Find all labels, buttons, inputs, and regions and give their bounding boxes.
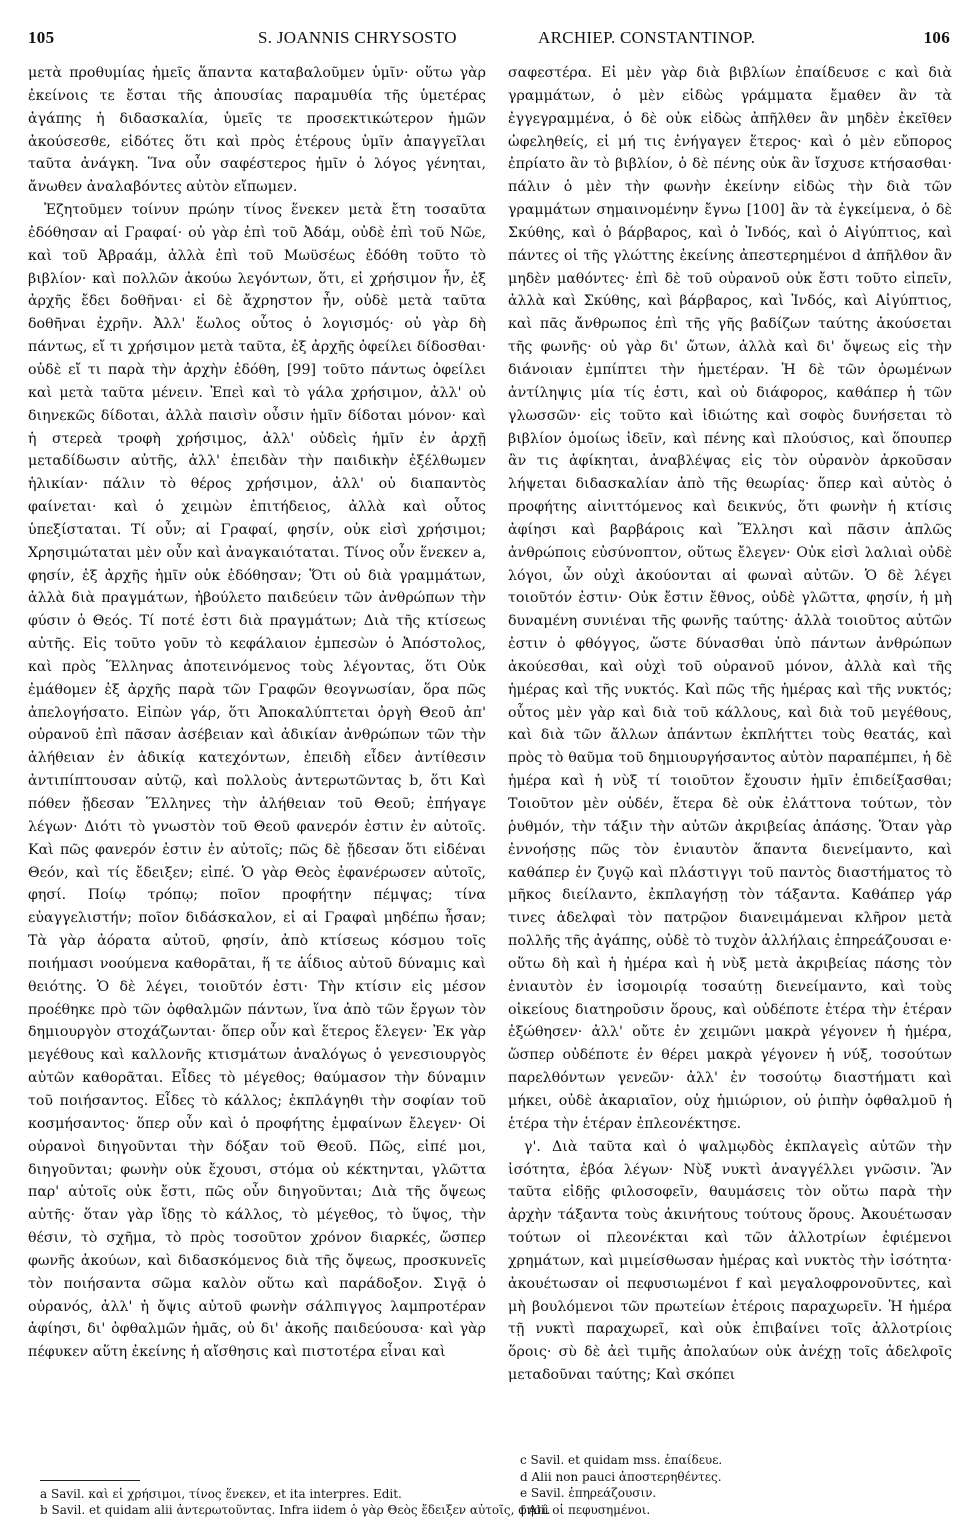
right-column [508,62,952,1502]
page-header [28,28,950,54]
footnotes-left [40,1486,551,1518]
footnote-f: f Alii οἱ πεφυσημένοι. [520,1502,651,1517]
right-paragraph-1: σαφεστέρα. Εἰ μὲν γὰρ διὰ βιβλίων ἐπαίδευσε c καὶ διὰ γραμμάτων, ὁ μὲν εἰδὼς γράμματα ἔμαθεν ἂν τὰ ἐγγεγραμμένα, ὁ δὲ οὐκ εἰδὼς ἀπῆλθεν ἂν μηδὲν ἐκεῖθεν ὠφεληθείς, εἰ μή τις ἐνήγαγεν ἕτερος· καὶ ὁ μὲν εὔπορος ἐπρίατο ἂν τὸ βιβλίον, ὁ δὲ πένης οὐκ ἂν ἴσχυσε κτήσασθαι· πάλιν ὁ μὲν τὴν φωνὴν ἐκείνην εἰδὼς τὴν διὰ τῶν γραμμάτων σημαινομένην ἔγνω [100] ἂν τὰ ἐγκείμενα, ὁ δὲ Σκύθης, καὶ ὁ βάρβαρος, καὶ ὁ Ἰνδός, καὶ ὁ Αἰγύπτιος, καὶ πάντες οἱ τῆς γλώττης ἐκείνης ἀπεστερημένοι d ἀπῆλθον ἂν μηδὲν μαθόντες· ἐπὶ δὲ τοῦ οὐρανοῦ οὐκ ἔστι τοῦτο εἰπεῖν, ἀλλὰ καὶ Σκύθης, καὶ βάρβαρος, καὶ Ἰνδός, καὶ Αἰγύπτιος, καὶ πᾶς ἄνθρωπος ἐπὶ τῆς γῆς βαδίζων ταύτης ἀκούσεται τῆς φωνῆς· οὐ γὰρ δι' ὤτων, ἀλλὰ καὶ δι' ὄψεως εἰς τὴν διάνοιαν ἐμπίπτει τὴν ἡμετέραν. Ἡ δὲ τῶν ὁρωμένων ἀντίληψις μία τίς ἐστι, καὶ οὐ διάφορος, καθάπερ ἡ τῶν γλωσσῶν· εἰς τοῦτο καὶ ἰδιώτης καὶ σοφὸς δυνήσεται τὸ βιβλίον ὁμοίως ἰδεῖν, καὶ πένης καὶ πλούσιος, καὶ ὅπουπερ ἂν τις ἀφίκηται, ἀναβλέψας εἰς τὸν οὐρανὸν ἀρκοῦσαν λήψεται διδασκαλίαν ἀπὸ τῆς θεωρίας· ὅπερ καὶ αὐτὸς ὁ προφήτης αἰνιττόμενος καὶ δεικνύς, ὅτι φωνὴν ἡ κτίσις ἀφίησι καὶ βαρβάροις καὶ Ἕλλησι καὶ πᾶσιν ἁπλῶς ἀνθρώποις εὐσύνοπτον, οὕτως ἔλεγεν· Οὐκ εἰσὶ λαλιαὶ οὐδὲ λόγοι, ὧν οὐχὶ ἀκούονται αἱ φωναὶ αὐτῶν. Ὁ δὲ λέγει τοιοῦτόν ἐστιν· Οὐκ ἔστιν ἔθνος, οὐδὲ γλῶττα, φησίν, ἡ μὴ δυναμένη συνιέναι τῆς φωνῆς ταύτης· ἀλλὰ τοιοῦτος αὐτῶν ἐστιν ὁ φθόγγος, ὥστε δύνασθαι ὑπὸ πάντων ἀνθρώπων ἀκούεσθαι, καὶ οὐχὶ τοῦ οὐρανοῦ μόνον, ἀλλὰ καὶ τῆς ἡμέρας καὶ τῆς νυκτός. Καὶ πῶς τῆς ἡμέρας καὶ τῆς νυκτός; οὗτος μὲν γὰρ καὶ διὰ τοῦ κάλλους, καὶ διὰ τοῦ μεγέθους, καὶ διὰ τῶν ἄλλων ἁπάντων ἐκπλήττει τοὺς θεατάς, καὶ πρὸς τὸ θαῦμα τοῦ δημιουργήσαντος αὐτὸν παραπέμπει, ἡ δὲ ἡμέρα καὶ ἡ νὺξ τί τοιοῦτον ἔχουσιν ἡμῖν ἐπιδείξασθαι; Τοιοῦτον μὲν οὐδέν, ἕτερα δὲ οὐκ ἐλάττονα τούτων, τὸν ῥυθμόν, τὴν τάξιν τὴν αὐτῶν ἀκριβείας ἁπάσης. Ὅταν γὰρ ἐννοήσῃς πῶς τὸν ἐνιαυτὸν ἅπαντα διενείμαντο, καὶ καθάπερ ἐν ζυγῷ καὶ πλάστιγγι τοῦ παντὸς διαστήματος τὸ μῆκος διείλαντο, ἐκπλαγήσῃ τὸν τάξαντα. Καθάπερ γάρ τινες ἀδελφαὶ τὸν πατρῷον διανειμάμεναι κλῆρον μετὰ πολλῆς τῆς ἀγάπης, οὐδὲ τὸ τυχὸν ἀλλήλαις ἐπηρεάζουσαι e· οὕτω δὴ καὶ ἡ ἡμέρα καὶ ἡ νὺξ μετὰ ἀκριβείας πάσης τὸν ἐνιαυτὸν ἐν ἰσομοιρίᾳ τοσαύτῃ διενείμαντο, καὶ τοὺς οἰκείους διατηροῦσιν ὅρους, καὶ οὐδέποτε ἑτέρα τὴν ἑτέραν ἐξώθησεν· ἀλλ' οὔτε ἐν χειμῶνι μακρὰ γέγονεν ἡ ἡμέρα, ὥσπερ οὐδέποτε ἐν θέρει μακρὰ γέγονεν ἡ νύξ, τοσούτων παρελθόντων γενεῶν· ἀλλ' ἐν τοσούτῳ διαστήματι καὶ μήκει, οὐδὲ ἀκαριαῖον, οὐχ ἡμιώριον, οὐ ῥιπὴν ὀφθαλμοῦ ἡ ἑτέρα τὴν ἑτέραν ἐπλεονέκτησε. [508,65,952,1132]
footnote-e: e Savil. ἐπηρεάζουσιν. [520,1486,657,1500]
left-paragraph-2: Ἐζητοῦμεν τοίνυν πρώην τίνος ἕνεκεν μετὰ ἔτη τοσαῦτα ἐδόθησαν αἱ Γραφαί· οὐ γὰρ ἐπὶ τοῦ Ἀδάμ, οὐδὲ ἐπὶ τοῦ Νῶε, καὶ τοῦ Ἀβραάμ, ἀλλὰ ἐπὶ τοῦ Μωϋσέως ἐδόθη τοῦτο τὸ βιβλίον· καὶ πολλῶν ἀκούω λεγόντων, ὅτι, εἰ χρήσιμον ἦν, ἐξ ἀρχῆς ἔδει δοθῆναι· εἰ δὲ ἄχρηστον ἦν, οὐδὲ μετὰ ταῦτα δοθῆναι ἐχρῆν. Ἀλλ' ἕωλος οὗτος ὁ λογισμός· οὐ γὰρ δὴ πάντως, εἴ τι χρήσιμον μετὰ ταῦτα, ἐξ ἀρχῆς ὀφείλει δίδοσθαι· οὐδὲ εἴ τι παρὰ τὴν ἀρχὴν ἐδόθη, [99] τοῦτο πάντως ὀφείλει καὶ μετὰ ταῦτα μένειν. Ἐπεὶ καὶ τὸ γάλα χρήσιμον, ἀλλ' οὐ διηνεκῶς δίδοται, ἀλλὰ παισὶν οὖσιν ἡμῖν δίδοται μόνον· καὶ ἡ στερεὰ τροφὴ χρήσιμος, ἀλλ' οὐδεὶς ἡμῖν ἐν ἀρχῇ μεταδίδωσιν αὐτῆς, ἀλλ' ἐπειδὰν τὴν παιδικὴν ἐξέλθωμεν ἡλικίαν· πάλιν τὸ θέρος χρήσιμον, ἀλλ' οὐ διαπαντὸς φαίνεται· καὶ ὁ χειμὼν ἐπιτήδειος, ἀλλὰ καὶ οὗτος ὑπεξίσταται. Τί οὖν; αἱ Γραφαί, φησίν, οὐκ εἰσὶ χρήσιμοι; Χρησιμώταται μὲν οὖν καὶ ἀναγκαιόταται. Τίνος οὖν ἕνεκεν a, φησίν, ἐξ ἀρχῆς ἡμῖν οὐκ ἐδόθησαν; Ὅτι οὐ διὰ γραμμάτων, ἀλλὰ διὰ πραγμάτων, ἠβούλετο παιδεύειν τῶν ἀνθρώπων τὴν φύσιν ὁ Θεός. Τί ποτέ ἐστι διὰ πραγμάτων; Διὰ τῆς κτίσεως αὐτῆς. Εἰς τοῦτο γοῦν τὸ κεφάλαιον ἐμπεσὼν ὁ Ἀπόστολος, καὶ πρὸς Ἕλληνας ἀποτεινόμενος τοὺς λέγοντας, ὅτι Οὐκ ἐμάθομεν ἐξ ἀρχῆς παρὰ τῶν Γραφῶν θεογνωσίαν, ὅρα πῶς ἀπελογήσατο. Εἰπὼν γάρ, ὅτι Ἀποκαλύπτεται ὀργὴ Θεοῦ ἀπ' οὐρανοῦ ἐπὶ πᾶσαν ἀσέβειαν καὶ ἀδικίαν ἀνθρώπων τῶν τὴν ἀλήθειαν ἐν ἀδικίᾳ κατεχόντων, ἐπειδὴ εἶδεν ἀντίθεσιν ἀντιπίπτουσαν αὐτῷ, καὶ πολλοὺς ἀντερωτῶντας b, ὅτι Καὶ πόθεν ᾔδεσαν Ἕλληνες τὴν ἀλήθειαν τοῦ Θεοῦ; ἐπήγαγε λέγων· Διότι τὸ γνωστὸν τοῦ Θεοῦ φανερόν ἐστιν ἐν αὐτοῖς. Καὶ πῶς φανερόν ἐστιν ἐν αὐτοῖς; πῶς δὲ ᾔδεσαν ὅτι εἰδέναι Θεόν, καὶ τίς ἔδειξεν; εἰπέ. Ὁ γὰρ Θεὸς ἐφανέρωσεν αὐτοῖς, φησί. Ποίῳ τρόπῳ; ποῖον προφήτην πέμψας; τίνα εὐαγγελιστήν; ποῖον διδάσκαλον, εἰ αἱ Γραφαὶ μηδέπω ἦσαν; Τὰ γὰρ ἀόρατα αὐτοῦ, φησίν, ἀπὸ κτίσεως κόσμου τοῖς ποιήμασι νοούμενα καθορᾶται, ἥ τε ἀΐδιος αὐτοῦ δύναμις καὶ θειότης. Ὁ δὲ λέγει, τοιοῦτόν ἐστι· Τὴν κτίσιν εἰς μέσον προέθηκε πρὸ τῶν ὀφθαλμῶν πάντων, ἵνα ἀπὸ τῶν ἔργων τὸν δημιουργὸν στοχάζωνται· ὅπερ οὖν καὶ ἕτερος ἔλεγεν· Ἐκ γὰρ μεγέθους καὶ καλλονῆς κτισμάτων ἀναλόγως ὁ γενεσιουργὸς αὐτῶν καθορᾶται. Εἶδες τὸ μέγεθος; θαύμασον τὴν δύναμιν τοῦ ποιήσαντος. Εἶδες τὸ κάλλος; ἐκπλάγηθι τὴν σοφίαν τοῦ κοσμήσαντος· ὅπερ οὖν καὶ ὁ προφήτης ἐμφαίνων ἔλεγεν· Οἱ οὐρανοὶ διηγοῦνται τὴν δόξαν τοῦ Θεοῦ. Πῶς, εἰπέ μοι, διηγοῦνται; φωνὴν οὐκ ἔχουσι, στόμα οὐ κέκτηνται, γλῶττα παρ' αὐτοῖς οὐκ ἔστι, πῶς οὖν διηγοῦνται; Διὰ τῆς ὄψεως αὐτῆς· ὅταν γὰρ ἴδῃς τὸ κάλλος, τὸ μέγεθος, τὸ ὕψος, τὴν θέσιν, τὸ σχῆμα, τὸ πρὸς τοσοῦτον χρόνον διαρκές, ὥσπερ φωνῆς ἀκούων, καὶ διδασκόμενος διὰ τῆς ὄψεως, προσκυνεῖς τὸν ποιήσαντα σῶμα καλὸν οὕτω καὶ παράδοξον. Σιγᾷ ὁ οὐρανός, ἀλλ' ἡ ὄψις αὐτοῦ φωνὴν σάλπιγγος λαμπροτέραν ἀφίησι, δι' ὀφθαλμῶν ἡμᾶς, οὐ δι' ἀκοῆς παιδεύουσα· καὶ γὰρ πέφυκεν αὕτη ἐκείνης ἡ αἴσθησις καὶ πιστοτέρα εἶναι καὶ [28,202,486,1361]
left-column [28,62,486,1502]
left-paragraph-1: μετὰ προθυμίας ἡμεῖς ἅπαντα καταβαλοῦμεν ὑμῖν· οὕτω γὰρ ἐκείνοις τε ἔσται τῆς ἀπουσίας παραμυθία τῆς ὑμετέρας ἀγάπης ἡ διδασκαλία, ὑμεῖς τε προσεκτικώτερον ἡμῶν ἀκούσεσθε, εἰδότες ὅτι καὶ πρὸς ἑτέρους ὑμῖν ἀπαγγεῖλαι ταῦτα ἀνάγκη. Ἵνα οὖν σαφέστερος ἡμῖν ὁ λόγος γένηται, ἄνωθεν ἀναλαβόντες αὐτὸν εἴπωμεν. [28,65,486,196]
footnote-rule [40,1480,140,1481]
footnote-c: c Savil. et quidam mss. ἐπαίδευε. [520,1453,723,1467]
footnotes-right [520,1452,950,1518]
page-number-right: 106 [923,28,950,47]
footnote-b: b Savil. et quidam alii ἀντερωτοῦντας. Infra iidem ὁ γὰρ Θεὸς ἔδειξεν αὐτοῖς, φησί. [40,1503,551,1517]
right-paragraph-2: γ'. Διὰ ταῦτα καὶ ὁ ψαλμῳδὸς ἐκπλαγεὶς αὐτῶν τὴν ἰσότητα, ἐβόα λέγων· Νὺξ νυκτὶ ἀναγγέλλει γνῶσιν. Ἂν ταῦτα εἰδῇς φιλοσοφεῖν, θαυμάσεις τὸν οὕτω παρὰ τὴν ἀρχὴν τάξαντα τοὺς ἀκινήτους τούτους ὅρους. Ἀκουέτωσαν τούτων οἱ πλεονέκται καὶ τῶν ἀλλοτρίων ἐφιέμενοι χρημάτων, καὶ μιμείσθωσαν ἡμέρας καὶ νυκτὸς τὴν ἰσότητα· ἀκουέτωσαν οἱ πεφυσιωμένοι f καὶ μεγαλοφρονοῦντες, καὶ μὴ βουλόμενοι τῶν πρωτείων ἑτέροις παραχωρεῖν. Ἡ ἡμέρα τῇ νυκτὶ παραχωρεῖ, καὶ οὐκ ἐπιβαίνει τοῖς ἀλλοτρίοις ὅροις· σὺ δὲ ἀεὶ τιμῆς ἀπολαύων οὐκ ἀνέχῃ τοῖς ἀδελφοῖς μεταδοῦναι ταύτης; Καὶ σκόπει [508,1138,952,1384]
footnote-a: a Savil. καὶ εἰ χρήσιμοι, τίνος ἕνεκεν, et ita interpres. Edit. [40,1487,402,1501]
running-title: S. JOANNIS CHRYSOSTO [258,28,457,47]
footnote-d: d Alii non pauci ἀποστερηθέντες. [520,1469,722,1484]
running-title-2: ARCHIEP. CONSTANTINOP. [538,28,756,47]
page-number-left: 105 [28,28,55,47]
